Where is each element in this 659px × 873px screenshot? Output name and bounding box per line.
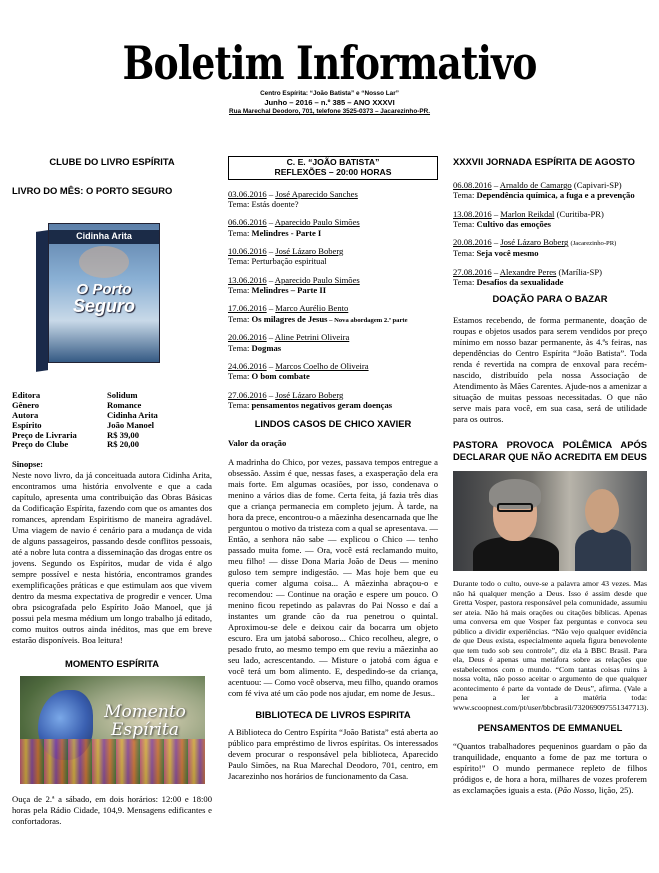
reflexoes-center: C. E. “JOÃO BATISTA” bbox=[286, 157, 380, 167]
reflexao-tema-label: Tema: bbox=[228, 256, 250, 267]
book-detail-key: Espírito bbox=[12, 419, 42, 430]
pastora-heading: PASTORA PROVOCA POLÊMICA APÓS DECLARAR QUE NÃO ACREDITA EM DEUS bbox=[453, 439, 647, 463]
reflexao-tema-label: Tema: bbox=[228, 371, 250, 382]
emmanuel-heading: PENSAMENTOS DE EMMANUEL bbox=[477, 722, 623, 734]
reflexao-tema: Melindres - Parte I bbox=[251, 227, 322, 238]
reflexao-tema: Melindres – Parte II bbox=[251, 284, 327, 295]
book-cover-image bbox=[36, 223, 166, 373]
book-detail-value: R$ 39,00 bbox=[107, 429, 139, 440]
reflexao-date: 24.06.2016 bbox=[228, 361, 267, 372]
jornada-city: (Marília-SP) bbox=[558, 266, 602, 277]
jornada-city: (Jacarezinho-PR) bbox=[570, 240, 617, 248]
column-left bbox=[12, 156, 212, 827]
book-detail-value: Solidum bbox=[107, 390, 138, 401]
momento-image-text-1: Momento bbox=[104, 702, 186, 723]
jornada-tema-label: Tema: bbox=[453, 276, 475, 287]
book-detail-key: Gênero bbox=[12, 399, 40, 410]
reflexao-speaker: José Aparecido Sanches bbox=[275, 188, 358, 199]
reflexoes-box bbox=[228, 156, 438, 180]
jornada-tema-label: Tema: bbox=[453, 248, 475, 259]
reflexao-tema: O bom combate bbox=[251, 371, 310, 382]
jornada-speaker: Arnaldo de Camargo bbox=[499, 180, 572, 191]
momento-heading: MOMENTO ESPÍRITA bbox=[65, 658, 159, 670]
clube-heading: CLUBE DO LIVRO ESPÍRITA bbox=[49, 156, 175, 167]
book-cover-title-2: Seguro bbox=[72, 296, 135, 317]
book-detail-key: Autora bbox=[12, 409, 39, 420]
jornada-tema: Dependência química, a fuga e a prevenção bbox=[476, 190, 635, 201]
jornada-heading: XXXVII JORNADA ESPÍRITA DE AGOSTO bbox=[453, 156, 635, 167]
reflexao-tema-label: Tema: bbox=[228, 342, 250, 353]
reflexao-tema: Perturbação espiritual bbox=[251, 256, 327, 267]
jornada-entry: 06.08.2016 – Arnaldo de Camargo (Capivari-SP) Tema: Dependência química, a fuga e a prevenção bbox=[453, 180, 635, 201]
reflexao-entry: 27.06.2016 – José Lázaro Boberg Tema: pensamentos negativos geram doenças bbox=[228, 389, 393, 411]
reflexao-speaker: José Lázaro Boberg bbox=[275, 389, 344, 400]
book-detail-key: Preço de Livraria bbox=[12, 429, 77, 440]
jornada-tema: Seja você mesmo bbox=[476, 248, 539, 259]
jornada-speaker: Alexandre Peres bbox=[499, 266, 557, 277]
reflexao-tema-label: Tema: bbox=[228, 313, 250, 324]
jornada-date: 20.08.2016 bbox=[453, 237, 492, 248]
jornada-speaker: Marlon Reikdal bbox=[500, 208, 555, 219]
pastora-photo bbox=[453, 471, 647, 571]
reflexao-entry: 13.06.2016 – Aparecido Paulo Simões Tema: Melindres – Parte II bbox=[228, 274, 360, 295]
book-detail-row bbox=[12, 440, 168, 450]
jornada-city: (Curitiba-PR) bbox=[556, 208, 604, 219]
masthead-centers: Centro Espírita: “João Batista” e “Nosso Lar” bbox=[260, 90, 399, 97]
jornada-tema-label: Tema: bbox=[453, 190, 475, 201]
reflexao-speaker: Aline Petrini Oliveira bbox=[274, 332, 350, 343]
momento-image-text-2: Espírita bbox=[111, 720, 179, 741]
reflexao-date: 27.06.2016 bbox=[228, 389, 267, 400]
reflexao-tema-label: Tema: bbox=[228, 284, 250, 295]
book-detail-value: Romance bbox=[107, 399, 142, 410]
book-cover-title-1: O Porto bbox=[76, 281, 132, 299]
masthead bbox=[0, 36, 659, 117]
reflexao-tema: Estás doente? bbox=[251, 199, 299, 210]
reflexao-speaker: Marco Aurélio Bento bbox=[275, 303, 349, 314]
reflexao-date: 10.06.2016 bbox=[228, 246, 267, 256]
biblioteca-heading: BIBLIOTECA DE LIVROS ESPIRITA bbox=[255, 709, 411, 721]
livro-do-mes: LIVRO DO MÊS: O PORTO SEGURO bbox=[12, 185, 173, 197]
masthead-info bbox=[0, 90, 659, 117]
bazar-text: Estamos recebendo, de forma permanente, doação de roupas e objetos usados para serem vendidos por preço mínimo em nosso bazar permanente, às 4.ªs feiras, nas dependências do Centro Espírita “João Batista”. Toda renda é revertida na compra de enxoval para recém-nascido, distribuído pela nossa Associação de Atendimento às Mães Carentes. Ajude-nos a amenizar a situação de muitas pessoas necessitadas. O que não serve mais para você, em sua casa, será de utilidade para os outros. bbox=[453, 315, 647, 425]
jornada-date: 13.08.2016 bbox=[453, 208, 492, 219]
momento-espirita-image bbox=[20, 676, 205, 784]
bazar-heading: DOAÇÃO PARA O BAZAR bbox=[492, 293, 608, 305]
jornada-list bbox=[453, 180, 647, 287]
book-detail-key: Editora bbox=[12, 390, 41, 401]
book-detail-value: R$ 20,00 bbox=[107, 439, 139, 450]
book-detail-key: Preço do Clube bbox=[12, 439, 69, 450]
book-details-table bbox=[12, 391, 168, 450]
jornada-tema-label: Tema: bbox=[453, 218, 475, 229]
emmanuel-source: Pão Nosso bbox=[557, 785, 595, 796]
reflexao-speaker: Aparecido Paulo Simões bbox=[274, 274, 360, 285]
masthead-address: Rua Marechal Deodoro, 701, telefone 3525-0373 – Jacarezinho-PR. bbox=[228, 108, 431, 116]
reflexao-entry: 06.06.2016 – Aparecido Paulo Simões Tema: Melindres - Parte I bbox=[228, 217, 360, 238]
jornada-date: 06.08.2016 bbox=[453, 180, 492, 191]
momento-text: Ouça de 2.ª a sábado, em dois horários: 12:00 e 18:00 horas pela Rádio Cidade, 104,9. Mensagens edificantes e confortadoras. bbox=[12, 794, 212, 827]
book-detail-value: João Manoel bbox=[107, 419, 155, 430]
chico-text: A madrinha do Chico, por vezes, passava tempos entregue a obsessão. Assim é que, nessas fases, a exasperação dela era mais forte. Em algumas ocasiões, por isso, condenava o menino a vários dias de fome. Certa feita, já fazia três dias que a criança permanecia em completo jejum. À tarde, na hora da prece, encontrou-o a mãezinha desencarnada que lhe perguntou o motivo da tristeza com a qual se apresentava. — Então, a senhora não sabe — explicou o Chico — tenho passado muita fome. — Ora, você está reclamando muito, meu filho! — disse Dona Maria João de Deus — menino guloso tem sempre indigestão. — Mas hoje bem que eu queria comer alguma coisa... A mãezinha abraçou-o e recomendou: — Continue na oração e espere um pouco. O menino ficou repetindo as palavras do Pai Nosso e daí a instantes um grande cão da rua penetrou o quintal. Aproximou-se dele e deixou cair da bocarra um objeto escuro. Era um jatobá saboroso... Chico recolheu, alegre, o pesado fruto, ao mesmo tempo em que reviu a mãezinha ao seu lado, acrescentando. — Misture o jatobá com água e você terá um bom alimento. E, despedindo-se da criança, acentuou: — Como você observa, meu filho, quando oramos com fé viva até um cão pode nos ajudar, em nome de Jesus.. bbox=[228, 457, 438, 699]
reflexao-date: 06.06.2016 bbox=[228, 217, 267, 228]
sinopse-text: Neste novo livro, da já conceituada autora Cidinha Arita, encontramos uma história envolvente e que a cada capítulo, apresenta uma contribuição das Obras Básicas da Codificação Espírita, fazendo com que os amantes dos romances, aprendam Espiritismo de maneira agradável. Uma viagem de navio é cenário para a mudança de vida de alguns passageiros, passando desde conflitos pessoais, até a nobre luta contra a disseminação das drogas entre os jovens. Segundo os Espíritos, mudar de vida é algo sempre possível e nesta história, encontramos grandes exemplificações práticas e que estimulam aos que vivem dentro da mesma expectativa de progredir e vencer. Uma obra psicografada pelo Espírito João Manoel, que já possui pela mesma médium um longo trabalho já editado, como muitos outros ainda inéditos, mas que em breve estarão disponíveis. Boa leitura! bbox=[12, 470, 212, 646]
column-right bbox=[453, 156, 647, 796]
pastora-text: Durante todo o culto, ouve-se a palavra amor 43 vezes. Mas não há qualquer menção a Deus. Isso é assim desde que Gretta Vosper, pastora responsável pela comunidade, assumiu ser ateia. Não há mais orações ou citações bíblicas. Apenas uma conversa em que Vosper faz perguntas e convoca seu público a dividir experiências. “Não vejo qualquer evidência de que Deus exista, especialmente aquela figura benevolente que tem tudo sob seu controle”, diz ela à BBC Brasil. Para ela, Deus é apenas uma metáfora sobre as relações que estabelecemos com o mundo. “Com tantas coisas ruins à nossa volta, não posso aceitar o argumento de que qualquer acontecimento é parte da vontade de Deus”, afirma. (Vale a pena a ler a matéria toda: www.scoopnest.com/pt/user/bbcbrasil/732069097551347713). bbox=[453, 579, 649, 712]
glasses-icon bbox=[497, 503, 533, 512]
reflexao-date: 17.06.2016 bbox=[228, 303, 267, 314]
reflexao-tema: Os milagres de Jesus bbox=[251, 313, 328, 324]
reflexao-entry: 10.06.2016 – José Lázaro Boberg Tema: Perturbação espiritual bbox=[228, 246, 344, 267]
book-cover-author: Cidinha Arita bbox=[49, 230, 159, 244]
book-detail-value: Cidinha Arita bbox=[107, 409, 158, 420]
jornada-date: 27.08.2016 bbox=[453, 266, 492, 277]
jornada-entry: 27.08.2016 – Alexandre Peres (Marília-SP) Tema: Desafios da sexualidade bbox=[453, 266, 602, 287]
reflexao-date: 03.06.2016 bbox=[228, 188, 267, 199]
reflexao-tema: Dogmas bbox=[251, 342, 282, 353]
sinopse-label: Sinopse: bbox=[12, 459, 44, 470]
reflexao-tema-label: Tema: bbox=[228, 227, 250, 238]
reflexao-speaker: Aparecido Paulo Simões bbox=[274, 217, 360, 228]
masthead-issue: Junho – 2016 – n.º 385 – ANO XXXVI bbox=[264, 98, 395, 108]
reflexao-tema-label: Tema: bbox=[228, 400, 250, 411]
chico-subtitle: Valor da oração bbox=[228, 438, 287, 449]
biblioteca-text: A Biblioteca do Centro Espírita “João Batista” está aberta ao público para empréstimo de livros espíritas. Os interessados devem procurar o responsável pela biblioteca, Aparecido Paulo Simões, na Rua Marechal Deodoro, 701, centro, em Jacarezinho nos horários de funcionamento da Casa. bbox=[228, 727, 438, 782]
reflexao-entry: 03.06.2016 – José Aparecido Sanches Tema: Estás doente? bbox=[228, 188, 358, 210]
reflexao-entry: 17.06.2016 – Marco Aurélio Bento Tema: Os milagres de Jesus – Nova abordagem 2.ª parte bbox=[228, 303, 408, 324]
newsletter-title: Boletim Informativo bbox=[122, 36, 537, 90]
reflexao-entry: 20.06.2016 – Aline Petrini Oliveira Tema: Dogmas bbox=[228, 332, 350, 353]
emmanuel-text: “Quantos trabalhadores pequeninos guardam o pão da tranquilidade, enquanto a fome de paz me tortura o espírito!” O mundo permanece repleto de filhos pródigos e, de hora a hora, milhares de vozes proferem as exclamações iguais a esta. (Pão Nosso, lição, 25). bbox=[453, 741, 647, 796]
reflexao-entry: 24.06.2016 – Marcos Coelho de Oliveira Tema: O bom combate bbox=[228, 361, 369, 382]
reflexao-date: 13.06.2016 bbox=[228, 274, 267, 285]
column-middle bbox=[228, 156, 438, 782]
reflexao-tema-extra: – Nova abordagem 2.ª parte bbox=[327, 316, 408, 324]
reflexao-speaker: Marcos Coelho de Oliveira bbox=[275, 361, 369, 372]
reflexao-tema-label: Tema: bbox=[228, 199, 250, 210]
reflexoes-time: REFLEXÕES – 20:00 HORAS bbox=[274, 166, 392, 177]
jornada-tema: Cultivo das emoções bbox=[476, 218, 551, 229]
jornada-entry: 20.08.2016 – José Lázaro Boberg (Jacarezinho-PR) Tema: Seja você mesmo bbox=[453, 237, 617, 259]
reflexao-date: 20.06.2016 bbox=[228, 332, 267, 343]
reflexao-speaker: José Lázaro Boberg bbox=[275, 246, 344, 256]
chico-heading: LINDOS CASOS DE CHICO XAVIER bbox=[254, 418, 412, 430]
reflexoes-list bbox=[228, 189, 438, 411]
jornada-tema: Desafios da sexualidade bbox=[476, 276, 564, 287]
jornada-city: (Capivari-SP) bbox=[573, 180, 622, 191]
jornada-entry: 13.08.2016 – Marlon Reikdal (Curitiba-PR) Tema: Cultivo das emoções bbox=[453, 208, 604, 229]
jornada-speaker: José Lázaro Boberg bbox=[500, 237, 569, 248]
reflexao-tema: pensamentos negativos geram doenças bbox=[251, 400, 393, 411]
